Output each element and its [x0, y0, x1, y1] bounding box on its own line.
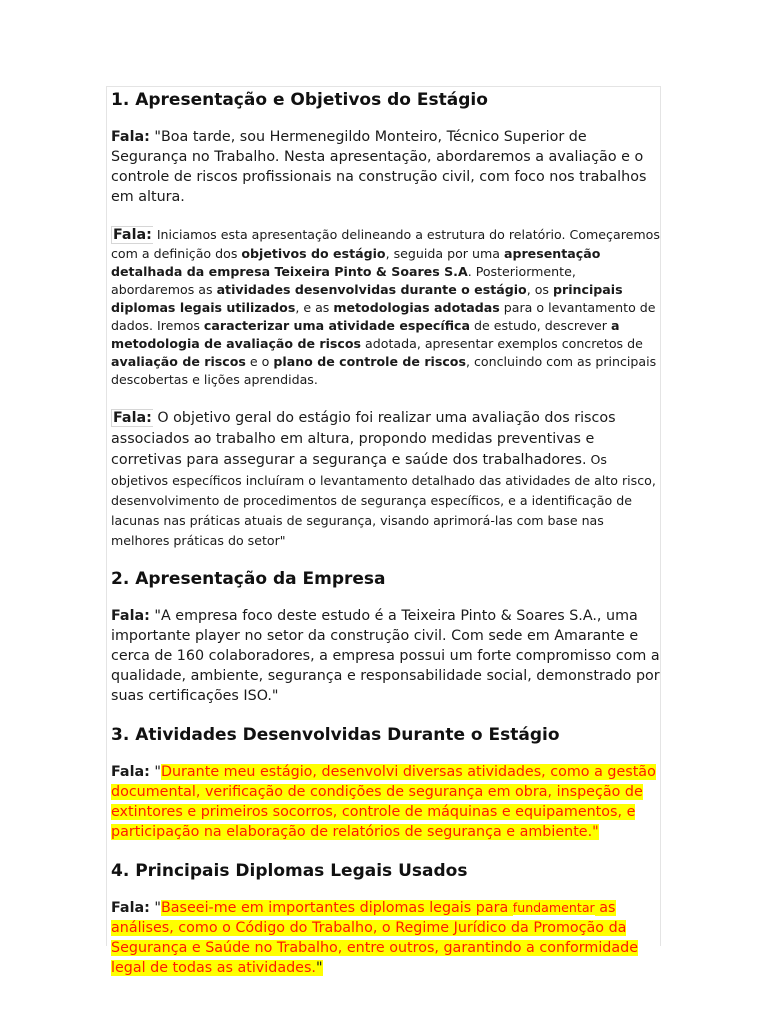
- bold-phrase: metodologias adotadas: [333, 300, 500, 315]
- section-2-paragraph-1: [111, 606, 660, 706]
- speech-label: Fala:: [111, 900, 150, 916]
- speech-label: Fala:: [111, 129, 150, 145]
- paragraph-text: e o: [245, 354, 274, 369]
- closing-quote: ": [315, 960, 323, 976]
- bold-phrase: principais diplomas legais utilizados: [111, 282, 623, 315]
- speech-label: Fala:: [111, 608, 150, 624]
- section-1-heading: 1. Apresentação e Objetivos do Estágio: [111, 90, 488, 110]
- bold-phrase: avaliação de riscos: [111, 354, 246, 369]
- speech-label: Fala:: [113, 410, 152, 426]
- section-1-paragraph-1: [111, 127, 660, 207]
- paragraph-text: Os objetivos específicos incluíram o levantamento detalhado das atividades de alto risco, desenvolvimento de procedimentos de segurança específicos, e a identificação de lacunas nas práticas atuais de segurança, visando aprimorá-las com base nas melhores práticas do setor": [111, 452, 656, 548]
- bold-phrase: atividades desenvolvidas durante o estágio: [216, 282, 527, 297]
- document-page: [106, 86, 661, 976]
- section-1-paragraph-2: [111, 225, 660, 389]
- section-4-heading: 4. Principais Diplomas Legais Usados: [111, 861, 468, 881]
- section-3-paragraph-1: [111, 762, 660, 842]
- section-1-paragraph-3: [111, 407, 660, 550]
- paragraph-text: , os: [526, 282, 553, 297]
- paragraph-text: adotada, apresentar exemplos concretos de: [361, 336, 643, 351]
- speech-label: Fala:: [113, 227, 152, 243]
- bold-phrase: objetivos do estágio: [241, 246, 386, 261]
- highlighted-text: as análises, como o Código do Trabalho, o Regime Jurídico da Promoção da Segurança e Saúde no Trabalho, entre outros, garantindo a conformidade legal de todas as atividades.: [111, 900, 639, 976]
- highlighted-text: Baseei-me em importantes diplomas legais para: [160, 900, 513, 916]
- bold-phrase: caracterizar uma atividade específica: [203, 318, 471, 333]
- paragraph-text: , e as: [295, 300, 334, 315]
- section-4-paragraph-1: [111, 898, 660, 978]
- paragraph-text: , seguida por uma: [385, 246, 504, 261]
- paragraph-text: . Posteriormente, abordaremos as: [111, 264, 576, 297]
- opening-quote: ": [149, 900, 161, 916]
- section-3-heading: 3. Atividades Desenvolvidas Durante o Estágio: [111, 725, 560, 745]
- paragraph-text: "Boa tarde, sou Hermenegildo Monteiro, Técnico Superior de Segurança no Trabalho. Nesta apresentação, abordaremos a avaliação e o controle de riscos profissionais na construção civil, com foco nos trabalhos em altura.: [111, 129, 647, 205]
- bold-phrase: apresentação detalhada da empresa Teixeira Pinto & Soares S.A: [111, 246, 601, 279]
- highlighted-text: fundamentar: [512, 900, 595, 915]
- paragraph-text: de estudo, descrever: [470, 318, 611, 333]
- paragraph-text: Iniciamos esta apresentação delineando a estrutura do relatório. Começaremos com a definição dos: [111, 227, 660, 261]
- speech-label: Fala:: [111, 764, 150, 780]
- bold-phrase: plano de controle de riscos: [273, 354, 466, 369]
- bold-phrase: a metodologia de avaliação de riscos: [111, 318, 620, 351]
- paragraph-text: para o levantamento de dados. Iremos: [111, 300, 656, 333]
- paragraph-text: , concluindo com as principais descobertas e lições aprendidas.: [111, 354, 657, 387]
- paragraph-text: "A empresa foco deste estudo é a Teixeira Pinto & Soares S.A., uma importante player no setor da construção civil. Com sede em Amarante e cerca de 160 colaboradores, a empresa possui um forte compromisso com a qualidade, ambiente, segurança e responsabilidade social, demonstrado por suas certificações ISO.": [111, 608, 660, 704]
- highlighted-text: Durante meu estágio, desenvolvi diversas atividades, como a gestão documental, verificação de condições de segurança em obra, inspeção de extintores e primeiros socorros, controle de máquinas e equipamentos, e participação na elaboração de relatórios de segurança e ambiente.": [111, 764, 656, 840]
- section-2-heading: 2. Apresentação da Empresa: [111, 569, 386, 589]
- opening-quote: ": [149, 764, 161, 780]
- paragraph-text: O objetivo geral do estágio foi realizar uma avaliação dos riscos associados ao trabalho em altura, propondo medidas preventivas e corretivas para assegurar a segurança e saúde dos trabalhadores.: [111, 410, 616, 468]
